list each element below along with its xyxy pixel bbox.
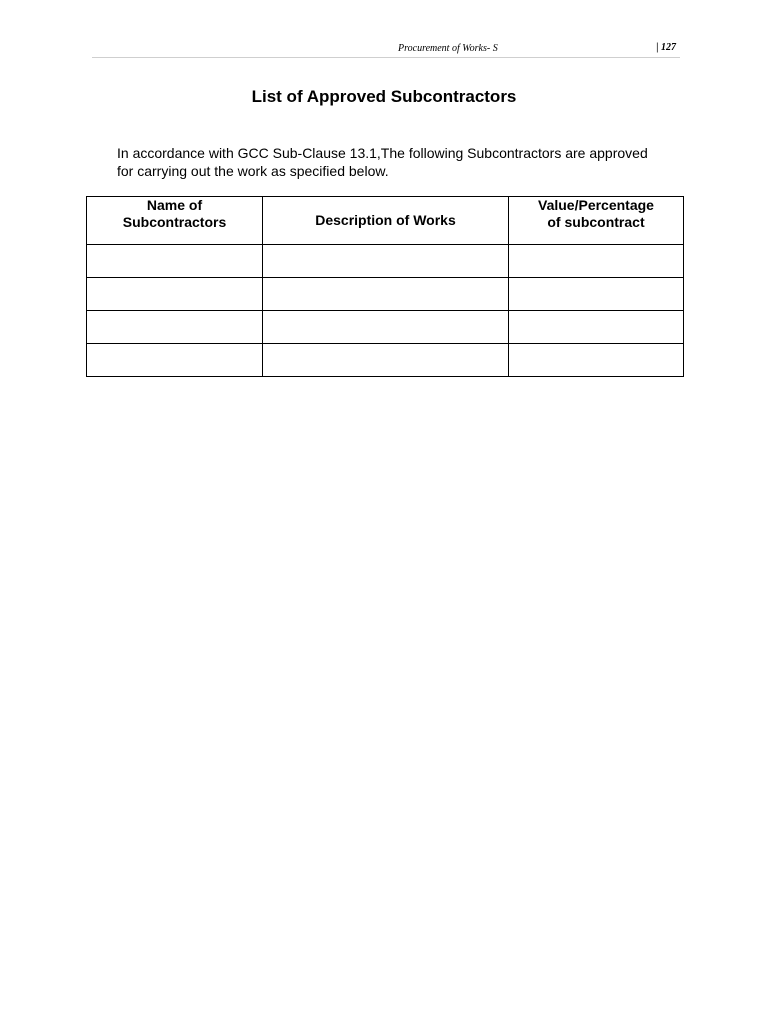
column-header-description — [263, 197, 509, 245]
column-header-name-line-1: Name of — [146, 197, 203, 213]
intro-paragraph — [117, 144, 677, 180]
table-cell-description — [263, 245, 509, 278]
table-cell-name — [87, 311, 263, 344]
table-cell-name — [87, 278, 263, 311]
table-cell-name — [87, 245, 263, 278]
table-cell-description — [263, 344, 509, 377]
table-row — [87, 245, 684, 278]
table-header-row — [87, 197, 684, 245]
intro-line-2: for carrying out the work as specified below. — [117, 163, 389, 179]
column-header-name-line-2: Subcontractors — [122, 214, 227, 230]
table-row — [87, 311, 684, 344]
subcontractors-table — [86, 196, 684, 377]
running-header — [92, 40, 680, 58]
column-header-value — [509, 197, 684, 245]
table-cell-name — [87, 344, 263, 377]
table-cell-description — [263, 278, 509, 311]
table-row — [87, 278, 684, 311]
column-header-description-text: Description of Works — [315, 212, 456, 228]
page-title: List of Approved Subcontractors — [251, 87, 517, 106]
table-cell-value — [509, 245, 684, 278]
header-page-number: | 127 — [656, 42, 676, 53]
table-cell-value — [509, 311, 684, 344]
column-header-value-line-1: Value/Percentage — [538, 197, 654, 213]
column-header-name — [87, 197, 263, 245]
header-document-title: Procurement of Works- S — [398, 43, 498, 54]
intro-line-1: In accordance with GCC Sub-Clause 13.1,The following Subcontractors are approved — [117, 145, 648, 161]
column-header-value-line-2: of subcontract — [547, 214, 645, 230]
table-row — [87, 344, 684, 377]
table-cell-value — [509, 278, 684, 311]
table-cell-description — [263, 311, 509, 344]
table-cell-value — [509, 344, 684, 377]
